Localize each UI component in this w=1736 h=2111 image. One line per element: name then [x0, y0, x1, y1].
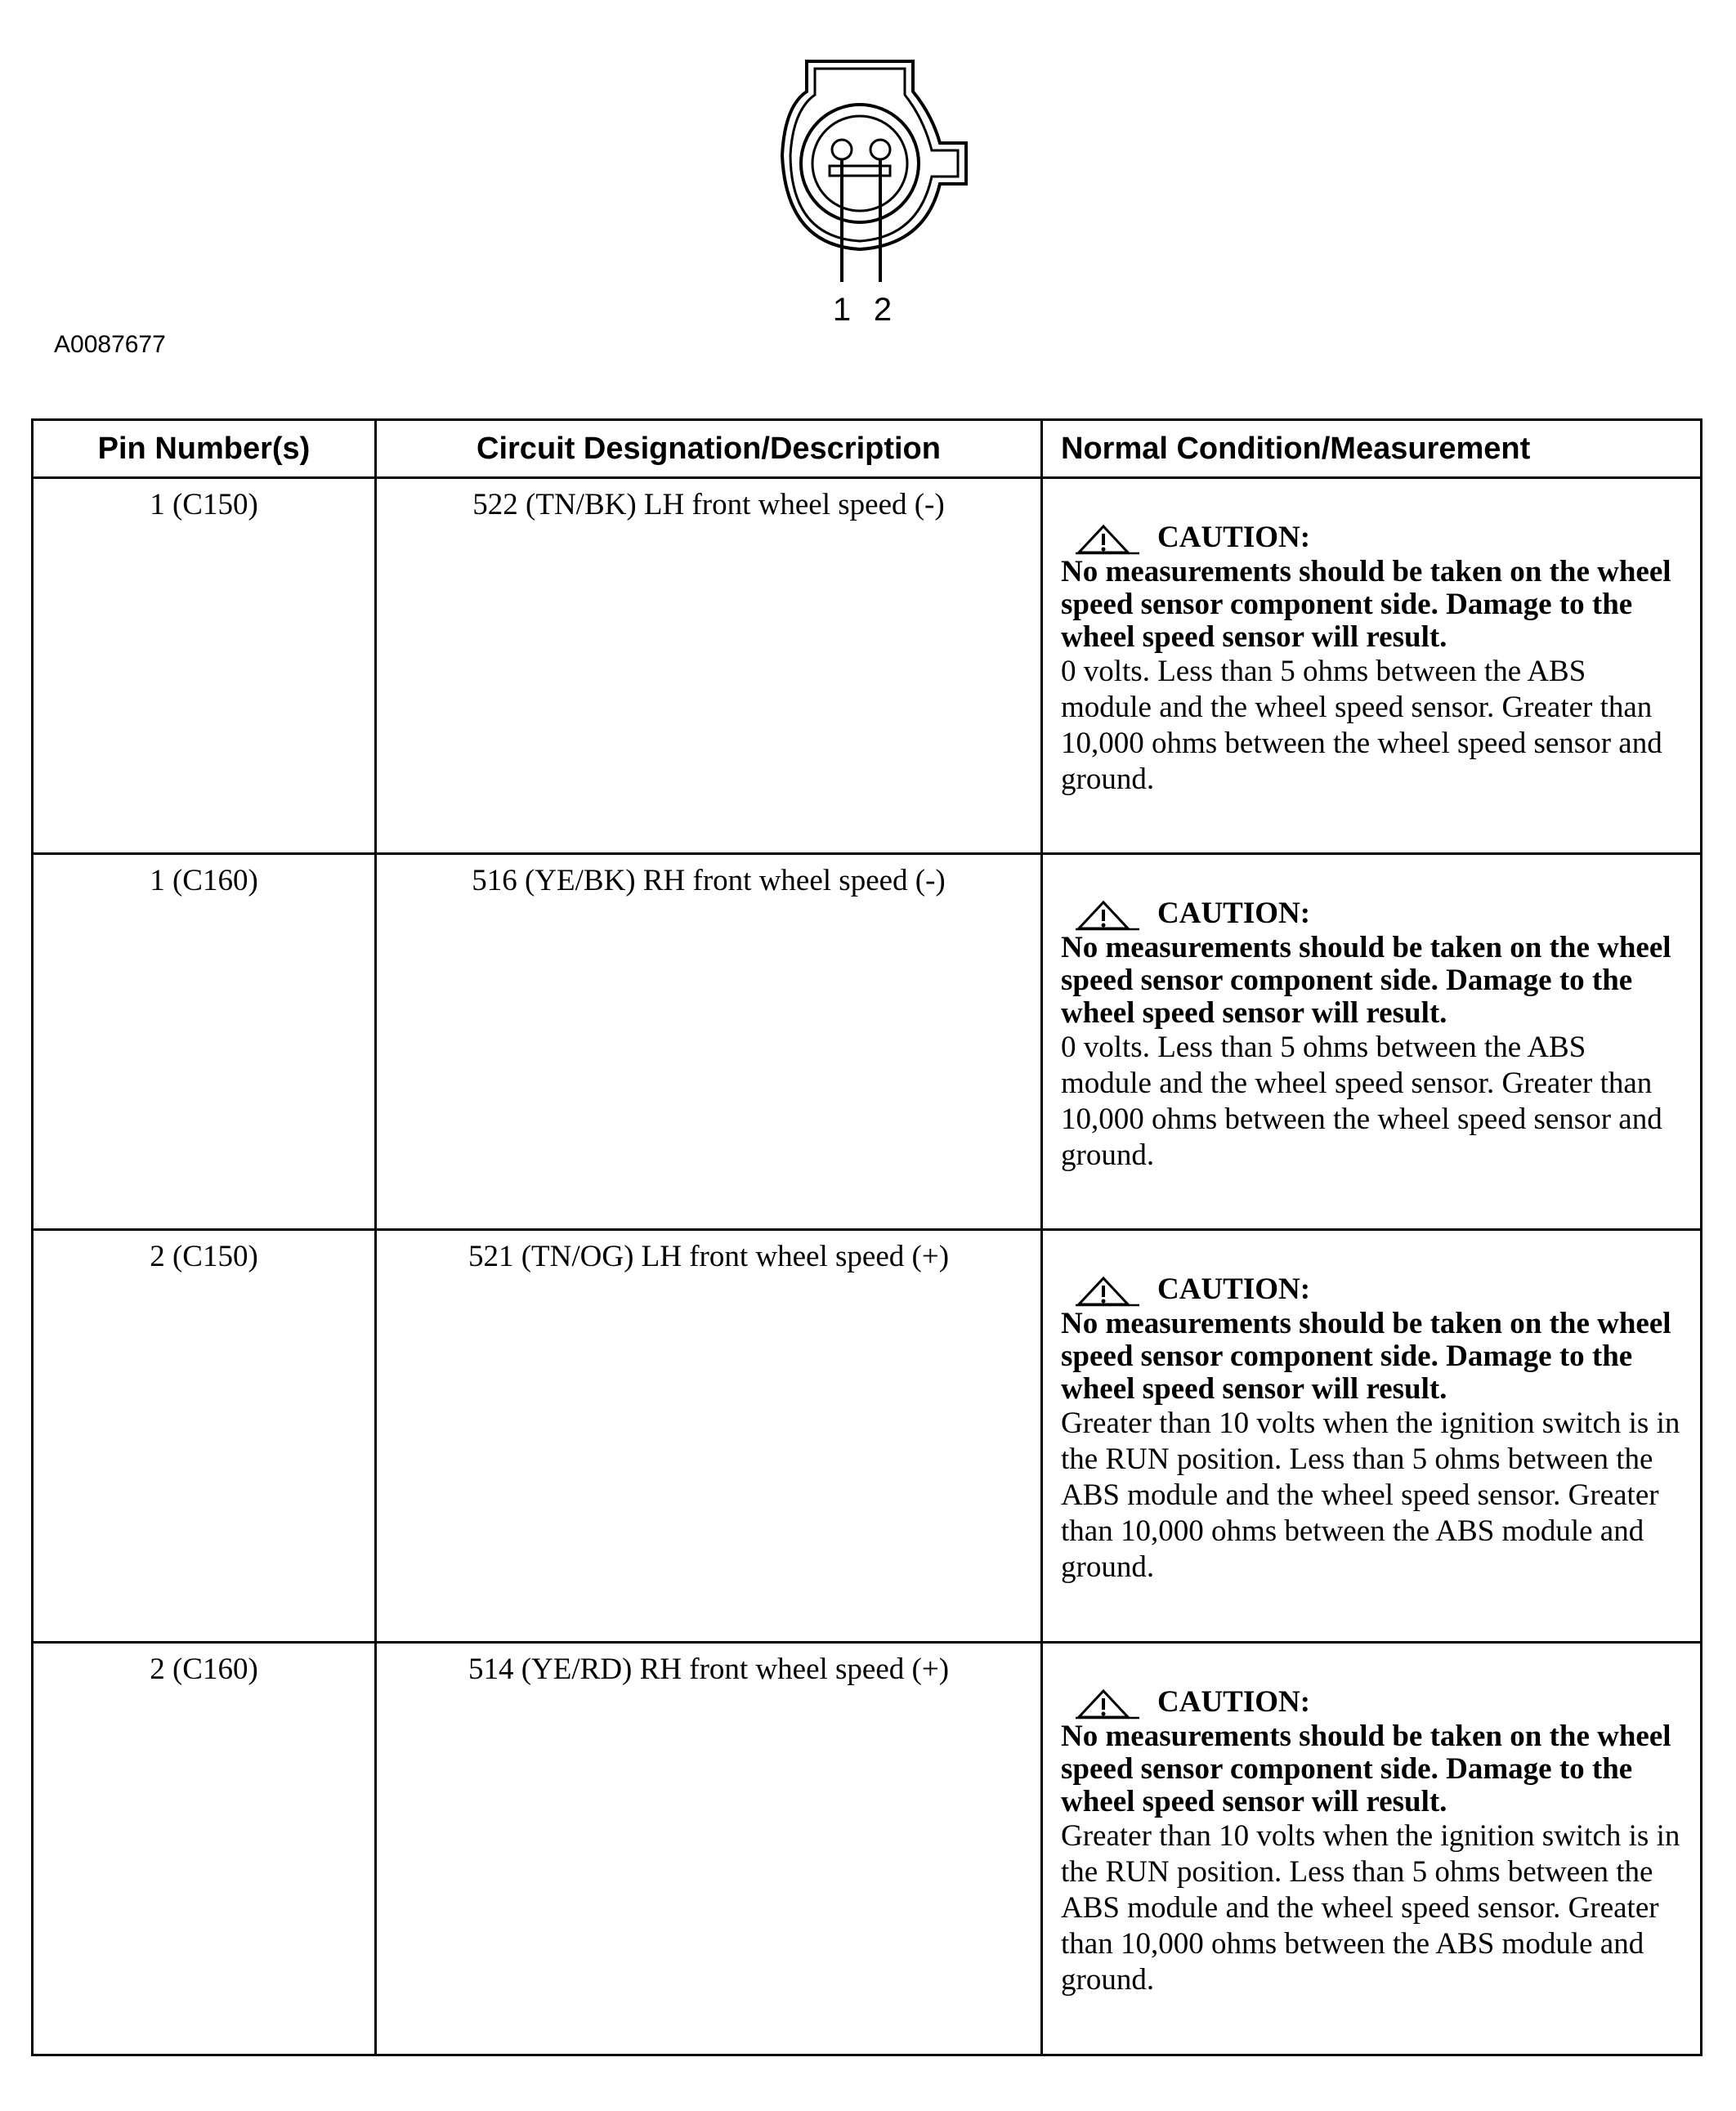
- header-pin-number: Pin Number(s): [33, 420, 376, 478]
- caution-label: CAUTION:: [1157, 1685, 1311, 1719]
- terminal-2: [870, 140, 890, 159]
- caution-label: CAUTION:: [1157, 521, 1311, 554]
- condition-cell: [1042, 1643, 1702, 2055]
- measurement-text: Greater than 10 volts when the ignition switch is in the RUN position. Less than 5 ohms between the ABS module and the wheel speed sensor. Greater than 10,000 ohms between the ABS module and ground.: [1061, 1819, 1680, 1997]
- circuit-cell: 521 (TN/OG) LH front wheel speed (+): [376, 1230, 1042, 1643]
- caution-text: No measurements should be taken on the wheel speed sensor component side. Damage to the wheel speed sensor will result.: [1061, 931, 1671, 1030]
- circuit-cell: 522 (TN/BK) LH front wheel speed (-): [376, 478, 1042, 854]
- table-row: [33, 1230, 1702, 1643]
- pin-cell: 2 (C160): [33, 1643, 376, 2055]
- caution-label: CAUTION:: [1157, 1272, 1311, 1306]
- pin-label-2: 2: [873, 292, 893, 328]
- condition-cell: [1042, 854, 1702, 1230]
- figure-id: A0087677: [54, 331, 166, 358]
- measurement-text: Greater than 10 volts when the ignition switch is in the RUN position. Less than 5 ohms between the ABS module and the wheel speed sensor. Greater than 10,000 ohms between the ABS module and ground.: [1061, 1407, 1680, 1584]
- caution-heading: [1061, 520, 1682, 556]
- connector-diagram: [768, 49, 981, 335]
- warning-triangle-icon: [1076, 523, 1141, 556]
- pin-label-1: 1: [832, 292, 852, 328]
- caution-heading: [1061, 1272, 1682, 1308]
- warning-triangle-icon: [1076, 899, 1141, 932]
- terminal-1: [832, 140, 852, 159]
- pin-cell: 1 (C160): [33, 854, 376, 1230]
- warning-triangle-icon: [1076, 1275, 1141, 1308]
- measurement-text: 0 volts. Less than 5 ohms between the ABS module and the wheel speed sensor. Greater than 10,000 ohms between the wheel speed sensor and ground.: [1061, 655, 1662, 796]
- pin-cell: 1 (C150): [33, 478, 376, 854]
- caution-label: CAUTION:: [1157, 897, 1311, 930]
- connector-face-outer: [801, 105, 919, 222]
- caution-heading: [1061, 1684, 1682, 1720]
- header-condition: Normal Condition/Measurement: [1042, 420, 1702, 478]
- table-header-row: [33, 420, 1702, 478]
- pin-cell: 2 (C150): [33, 1230, 376, 1643]
- table-row: [33, 1643, 1702, 2055]
- header-circuit: Circuit Designation/Description: [376, 420, 1042, 478]
- circuit-cell: 516 (YE/BK) RH front wheel speed (-): [376, 854, 1042, 1230]
- caution-text: No measurements should be taken on the wheel speed sensor component side. Damage to the wheel speed sensor will result.: [1061, 555, 1671, 654]
- caution-text: No measurements should be taken on the wheel speed sensor component side. Damage to the wheel speed sensor will result.: [1061, 1307, 1671, 1406]
- connector-face-inner: [812, 116, 907, 211]
- pinout-table: [31, 418, 1702, 2056]
- table-row: [33, 478, 1702, 854]
- warning-triangle-icon: [1076, 1688, 1141, 1720]
- circuit-cell: 514 (YE/RD) RH front wheel speed (+): [376, 1643, 1042, 2055]
- caution-heading: [1061, 896, 1682, 932]
- caution-text: No measurements should be taken on the wheel speed sensor component side. Damage to the wheel speed sensor will result.: [1061, 1720, 1671, 1818]
- condition-cell: [1042, 1230, 1702, 1643]
- table-row: [33, 854, 1702, 1230]
- measurement-text: 0 volts. Less than 5 ohms between the ABS module and the wheel speed sensor. Greater than 10,000 ohms between the wheel speed sensor and ground.: [1061, 1031, 1662, 1172]
- condition-cell: [1042, 478, 1702, 854]
